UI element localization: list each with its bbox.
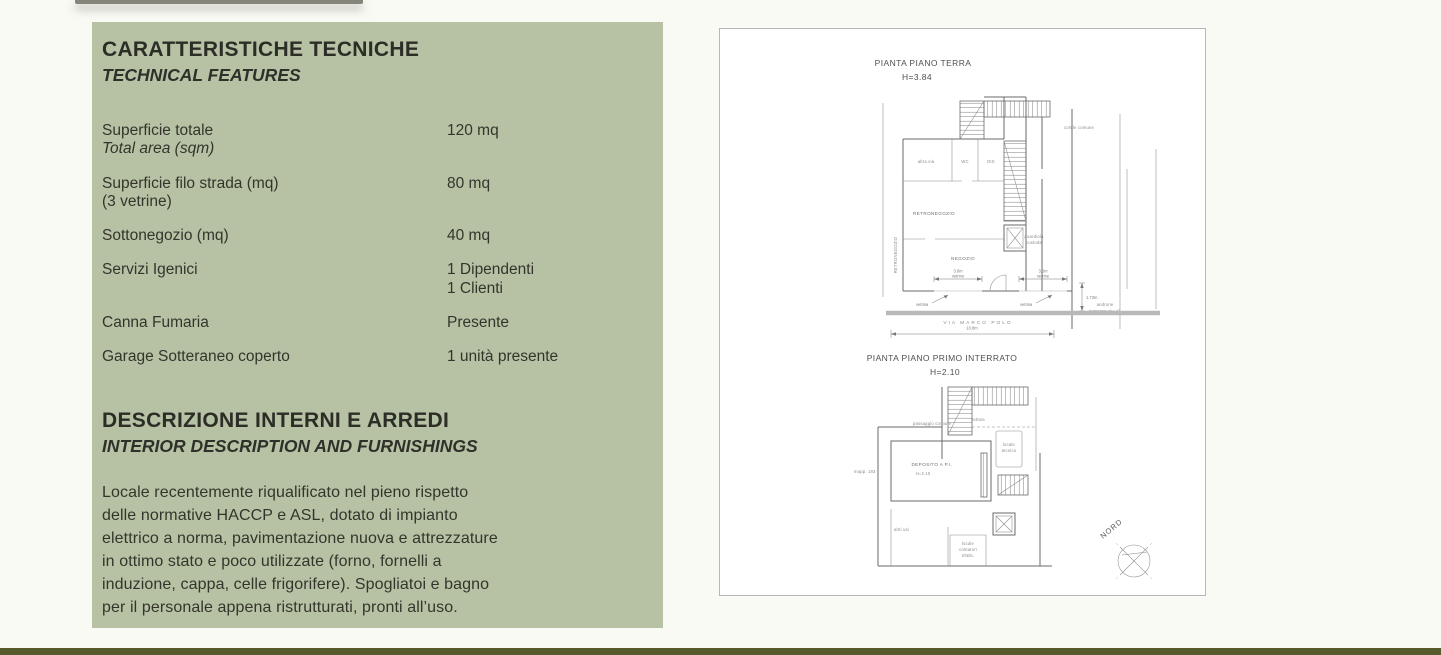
svg-text:3.6m: 3.6m xyxy=(953,268,963,274)
section-title-interior: DESCRIZIONE INTERNI E ARREDI xyxy=(102,408,450,432)
description-line: per il personale appena ristrutturati, pronti all’uso. xyxy=(102,599,458,617)
svg-text:locale: locale xyxy=(1002,442,1016,447)
svg-text:3.6m: 3.6m xyxy=(1038,268,1048,274)
spec-label-sub: Total area (sqm) xyxy=(102,140,215,158)
label-retronegozio-vertical: RETRONEGOZIO xyxy=(893,236,898,274)
street-dimension xyxy=(891,330,1054,338)
label-altra-via: altra via xyxy=(917,159,935,164)
ground-floor-title: PIANTA PIANO TERRA xyxy=(874,58,972,68)
spec-label-sub: (3 vetrine) xyxy=(102,192,172,210)
svg-text:ENEL: ENEL xyxy=(962,553,974,558)
spec-value: 40 mq xyxy=(447,227,491,245)
label-nord: NORD xyxy=(1098,516,1125,541)
floorplan-drawing xyxy=(720,29,1205,595)
label-retronegozio: RETRONEGOZIO xyxy=(912,211,956,216)
svg-text:locale: locale xyxy=(961,541,975,546)
label-androne: androne xyxy=(1096,302,1114,307)
label-deposito-height: H=2.10 xyxy=(915,471,931,476)
entrance-door-arc xyxy=(990,275,1006,291)
svg-text:custode: custode xyxy=(1025,240,1043,245)
spec-label: Superficie totale xyxy=(102,122,214,139)
description-line: Locale recentemente riqualificato nel pieno rispetto xyxy=(102,483,469,501)
section-subtitle-interior: INTERIOR DESCRIPTION AND FURNISHINGS xyxy=(102,435,478,456)
androne-walls xyxy=(1042,109,1072,329)
svg-text:vetrina: vetrina xyxy=(1020,302,1033,307)
spec-row-sottonegozio xyxy=(102,227,637,245)
label-tettoia: tettoia xyxy=(972,417,985,422)
label-street-width: 10.8m xyxy=(966,325,978,331)
svg-text:contatori: contatori xyxy=(959,547,977,552)
label-guardiola: guardiola xyxy=(1024,234,1044,239)
label-dis: DIS xyxy=(987,159,995,164)
description-line: elettrico a norma, pavimentazione nuova e attrezzature xyxy=(102,529,498,547)
label-deposito: DEPOSITO A P.I. xyxy=(911,462,953,467)
basement-title: PIANTA PIANO PRIMO INTERRATO xyxy=(866,353,1018,363)
spec-label: Superficie filo strada (mq) xyxy=(102,174,279,192)
spec-row-filo-strada xyxy=(102,175,637,212)
vetrina-leaders xyxy=(916,295,1052,307)
interior-description-section xyxy=(102,409,637,457)
label-wc: WC xyxy=(961,159,969,164)
ground-floor-plan xyxy=(875,58,1160,338)
svg-text:vetrina: vetrina xyxy=(916,302,929,307)
label-cortile-comune: cortile comune xyxy=(1064,125,1095,130)
description-line: induzione, cappa, celle frigorifere). Spogliatoi e bagno xyxy=(102,576,490,594)
section-title-technical: CARATTERISTICHE TECNICHE xyxy=(102,38,420,61)
label-altri-usi: altri usi xyxy=(894,527,910,532)
basement-height: H=2.10 xyxy=(929,367,961,377)
page-footer-bar xyxy=(0,648,1441,655)
description-paragraph xyxy=(102,481,637,620)
svg-text:vetrine: vetrine xyxy=(951,273,965,279)
floorplan-sheet xyxy=(719,28,1206,596)
spec-value: 120 mq xyxy=(447,122,499,139)
spec-value: 1 Dipendenti xyxy=(447,261,535,279)
section-subtitle-technical: TECHNICAL FEATURES xyxy=(102,65,301,85)
north-compass-icon xyxy=(1099,517,1152,579)
cropped-photo-edge xyxy=(75,0,363,4)
description-line: delle normative HACCP e ASL, dotato di impianto xyxy=(102,506,458,524)
ground-floor-height: H=3.84 xyxy=(901,72,933,82)
spec-value: 80 mq xyxy=(447,174,491,192)
spec-label: Servizi Igenici xyxy=(102,261,198,279)
spec-label: Sottonegozio (mq) xyxy=(102,227,229,245)
basement-floor-plan xyxy=(854,353,1052,566)
spec-label: Garage Sotteraneo coperto xyxy=(102,348,290,366)
label-mapp: mapp. 193 xyxy=(854,469,876,474)
spec-value: Presente xyxy=(447,313,510,331)
label-negozio: NEGOZIO xyxy=(951,256,975,261)
label-via-marco-polo: VIA MARCO POLO xyxy=(943,321,1013,326)
spec-value-2: 1 Clienti xyxy=(447,279,503,297)
svg-text:vetrine: vetrine xyxy=(1036,273,1050,279)
deposito-room xyxy=(891,441,991,501)
label-passaggio-comune: passaggio comune xyxy=(913,421,952,426)
svg-text:ingresso civ. 11: ingresso civ. 11 xyxy=(1089,308,1121,314)
description-line: in ottimo stato e poco utilizzate (forno, fornelli a xyxy=(102,553,442,571)
spec-label: Canna Fumaria xyxy=(102,313,209,331)
spec-row-garage xyxy=(102,348,637,366)
features-panel xyxy=(92,22,663,628)
svg-text:1.73m: 1.73m xyxy=(1086,295,1098,300)
spec-value: 1 unità presente xyxy=(447,348,559,366)
vetrine-dimensions xyxy=(934,269,1067,283)
svg-text:tecnico: tecnico xyxy=(1001,448,1017,453)
specs-table xyxy=(102,122,637,367)
spec-row-servizi-igenici xyxy=(102,261,637,298)
depth-dimension xyxy=(1079,283,1098,311)
spec-row-superficie-totale xyxy=(102,122,637,159)
spec-row-canna-fumaria xyxy=(102,314,637,332)
